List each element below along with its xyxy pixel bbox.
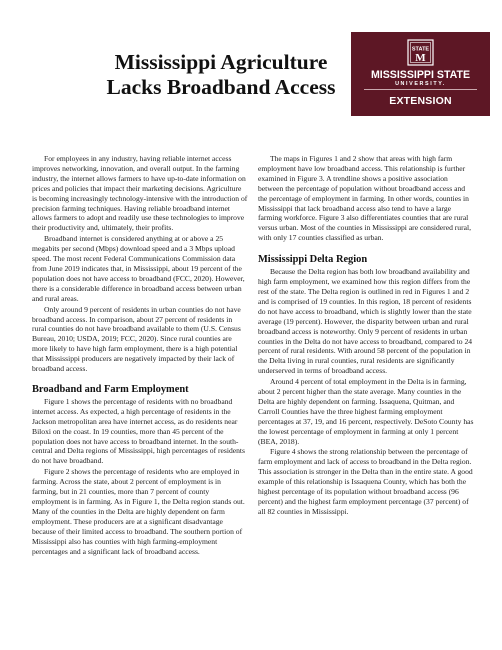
body-paragraph: For employees in any industry, having reliable internet access improves networking, innovation, and overall output. In the farming industry, the internet allows farmers to have up-to-date information on prices and policies that impact their marketing decisions. Agriculture is becoming increasingly technology-intensive with the introduction of precision farming techniques. Having reliable broadband internet allows farmers to adopt and readily use these technologies to improve their productivity and, ultimately, their profits. (32, 154, 248, 233)
svg-text:M: M (415, 52, 426, 64)
right-column (258, 154, 474, 517)
left-column (32, 154, 248, 556)
seal-text: STATE (411, 46, 430, 53)
logo-name: MISSISSIPPI STATE (370, 69, 471, 81)
title-line-2: Lacks Broadband Access (106, 75, 336, 99)
body-paragraph: Figure 1 shows the percentage of residents with no broadband internet access. As expected, a high percentage of residents in the Jackson metropolitan area have internet access, as do residents near Biloxi on the coast. In 19 counties, more than 45 percent of the population does not have access to broadband internet. In the south-central and Delta regions of Mississippi, high percentages of residents do not have broadband. (32, 396, 245, 466)
body-paragraph: Figure 2 shows the percentage of residents who are employed in farming. Across the state, about 2 percent of employment is in farming, but in 21 counties, more than 7 percent of county employment is in farming. As in Figure 1, the Delta region stands out. Many of the counties in the Delta are highly dependent on farm employment. These producers are at a significant disadvantage because of their limited access to broadband. The southern portion of Mississippi also has counties with high farming-employment percentages and a significant lack of broadband access. (32, 467, 245, 556)
body-paragraph: Figure 4 shows the strong relationship between the percentage of farm employment and lack of access to broadband in the Delta region. This association is stronger in the Delta than in the entire state. A good example of this relationship is Issaquena County, which has both the highest percentage of its population without broadband access (96 percent) and the highest farm employment percentage (37 percent) of all 82 counties in Mississippi. (258, 447, 473, 516)
body-paragraph: Only around 9 percent of residents in urban counties do not have broadband access. In comparison, about 27 percent of residents in rural counties do not have broadband available to them (U.S. Census Bureau, 2010; USDA, 2019; FCC, 2020). Since rural counties are more likely to have high farm employment, there is a high potential that Mississippi producers are negatively impacted by their lack of broadband access. (32, 304, 241, 374)
body-paragraph: Around 4 percent of total employment in the Delta is in farming, about 2 percent higher than the state average. Many counties in the Delta are highly dependent on farming. Issaquena, Quitman, and Carroll Counties have the three highest farming employment percentages at 37, 19, and 16 percent, respectively. DeSoto County has the lowest percentage of employment in farming at only 1 percent (BEA, 2018). (258, 377, 474, 446)
logo-divider (364, 89, 477, 90)
state-seal-icon (407, 39, 434, 66)
page-title (96, 50, 346, 100)
body-paragraph: Broadband internet is considered anything at or above a 25 megabits per second (Mbps) download speed and a 3 Mbps upload speed. The most recent Federal Communications Commission data from June 2019 indicates that, in Mississippi, about 19 percent of the population does not have access to broadband (FCC, 2020). However, there is a considerable difference in broadband access between urban and rural areas. (32, 234, 245, 303)
logo-university: UNIVERSITY. (395, 81, 446, 87)
section-heading-delta-region: Mississippi Delta Region (258, 254, 368, 266)
body-paragraph: Because the Delta region has both low broadband availability and high farm employment, we examined how this region differs from the rest of the state. The Delta region is outlined in red in Figures 1 and 2 and is comprised of 19 counties. In this region, 18 percent of residents do not have access to broadband, which is slightly lower than the state average (19 percent). However, the disparity between urban and rural broadband access is noteworthy. Only 9 percent of residents in urban counties in the Delta do not have access to broadband, compared to 24 percent of rural residents. With around 58 percent of the population in the Delta living in rural counties, rural residents are significantly underserved in terms of broadband access. (258, 267, 473, 376)
section-heading-broadband-farm-employment: Broadband and Farm Employment (32, 383, 189, 395)
title-line-1: Mississippi Agriculture (114, 50, 328, 74)
logo-extension: EXTENSION (389, 95, 452, 107)
body-paragraph: The maps in Figures 1 and 2 show that areas with high farm employment have low broadband access. This relationship is further examined in Figure 3. A trendline shows a positive association between the percentage of population without broadband access and the percentage of employment in farming. In other words, counties in Mississippi that lack broadband access also tend to have a large farming workforce. Figure 3 also differentiates counties that are rural versus urban. Most of the counties in Mississippi are considered rural, with only 17 counties classified as urban. (258, 154, 472, 243)
msu-extension-logo (351, 32, 490, 116)
